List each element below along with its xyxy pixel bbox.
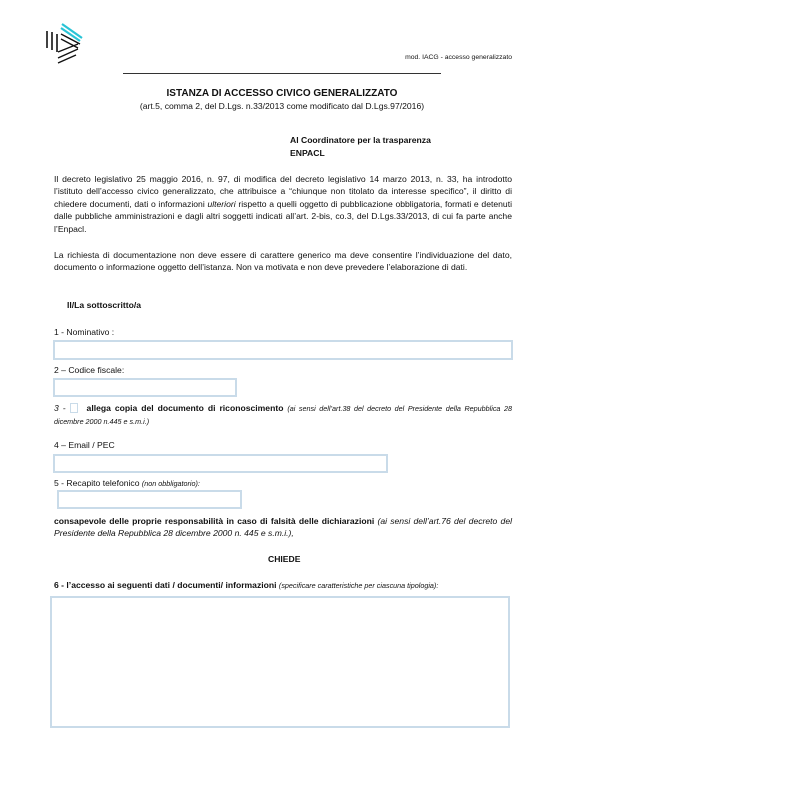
document-attachment-row <box>54 402 512 429</box>
attachment-label: allega copia del documento di riconoscimento <box>86 403 284 413</box>
phone-label: 5 - Recapito telefonico (non obbligatorio): <box>54 478 200 488</box>
attachment-note: (ai sensi dell’art.38 del decreto del Presidente della Repubblica 28 dicembre 2000 n.445 e s.m.i.) <box>54 404 512 427</box>
recipient-line-2: ENPACL <box>290 148 325 158</box>
header-rule <box>123 73 441 74</box>
nominativo-label: 1 - Nominativo : <box>54 327 115 337</box>
nominativo-field[interactable] <box>53 340 513 360</box>
chiede-heading: CHIEDE <box>268 554 301 564</box>
declaration-text: consapevole delle proprie responsabilità in caso di falsità delle dichiarazioni (ai sensi dell’art.76 del decreto del Presidente della Repubblica 28 dicembre 2000 n. 445 e s.m.i.), <box>54 516 513 539</box>
enpacl-logo-icon <box>44 22 84 66</box>
page-title: ISTANZA DI ACCESSO CIVICO GENERALIZZATO <box>166 88 398 99</box>
codice-fiscale-field[interactable] <box>53 378 237 397</box>
intro-paragraph-1: Il decreto legislativo 25 maggio 2016, n. 97, di modifica del decreto legislativo 14 marzo 2013, n. 33, ha introdotto l’istituto dell’accesso civico generalizzato, che attribuisce a “chiunque non titolato da interesse specifico”, il diritto di chiedere documenti, dati o informazioni ulteriori rispetto a quelli oggetto di pubblicazione obbligatoria, formati e detenuti dalle pubbliche amministrazioni e dagli altri soggetti indicati all’art. 2-bis, co.3, del D.Lgs.33/2013, di cui fa parte anche l’Enpacl. <box>54 174 512 234</box>
form-code: mod. IACG - accesso generalizzato <box>405 54 512 61</box>
phone-field[interactable] <box>57 490 242 509</box>
recipient-line-1: Al Coordinatore per la trasparenza <box>290 135 431 145</box>
request-label: 6 - l’accesso ai seguenti dati / documenti/ informazioni (specificare caratteristiche per ciascuna tipologia): <box>54 580 439 590</box>
intro-paragraph-2: La richiesta di documentazione non deve essere di carattere generico ma deve consentire l’individuazione del dato, documento o informazione oggetto dell’istanza. Non va motivata e non deve prevedere l’elaborazione di dati. <box>54 250 512 273</box>
attachment-number: 3 - <box>54 403 66 413</box>
page-subtitle: (art.5, comma 2, del D.Lgs. n.33/2013 come modificato dal D.Lgs.97/2016) <box>139 101 425 111</box>
codice-fiscale-label: 2 – Codice fiscale: <box>54 365 125 375</box>
email-label: 4 – Email / PEC <box>54 440 115 450</box>
attachment-checkbox[interactable] <box>70 403 78 413</box>
signatory-label: Il/La sottoscritto/a <box>67 300 142 310</box>
email-field[interactable] <box>53 454 388 473</box>
request-textarea[interactable] <box>50 596 510 728</box>
